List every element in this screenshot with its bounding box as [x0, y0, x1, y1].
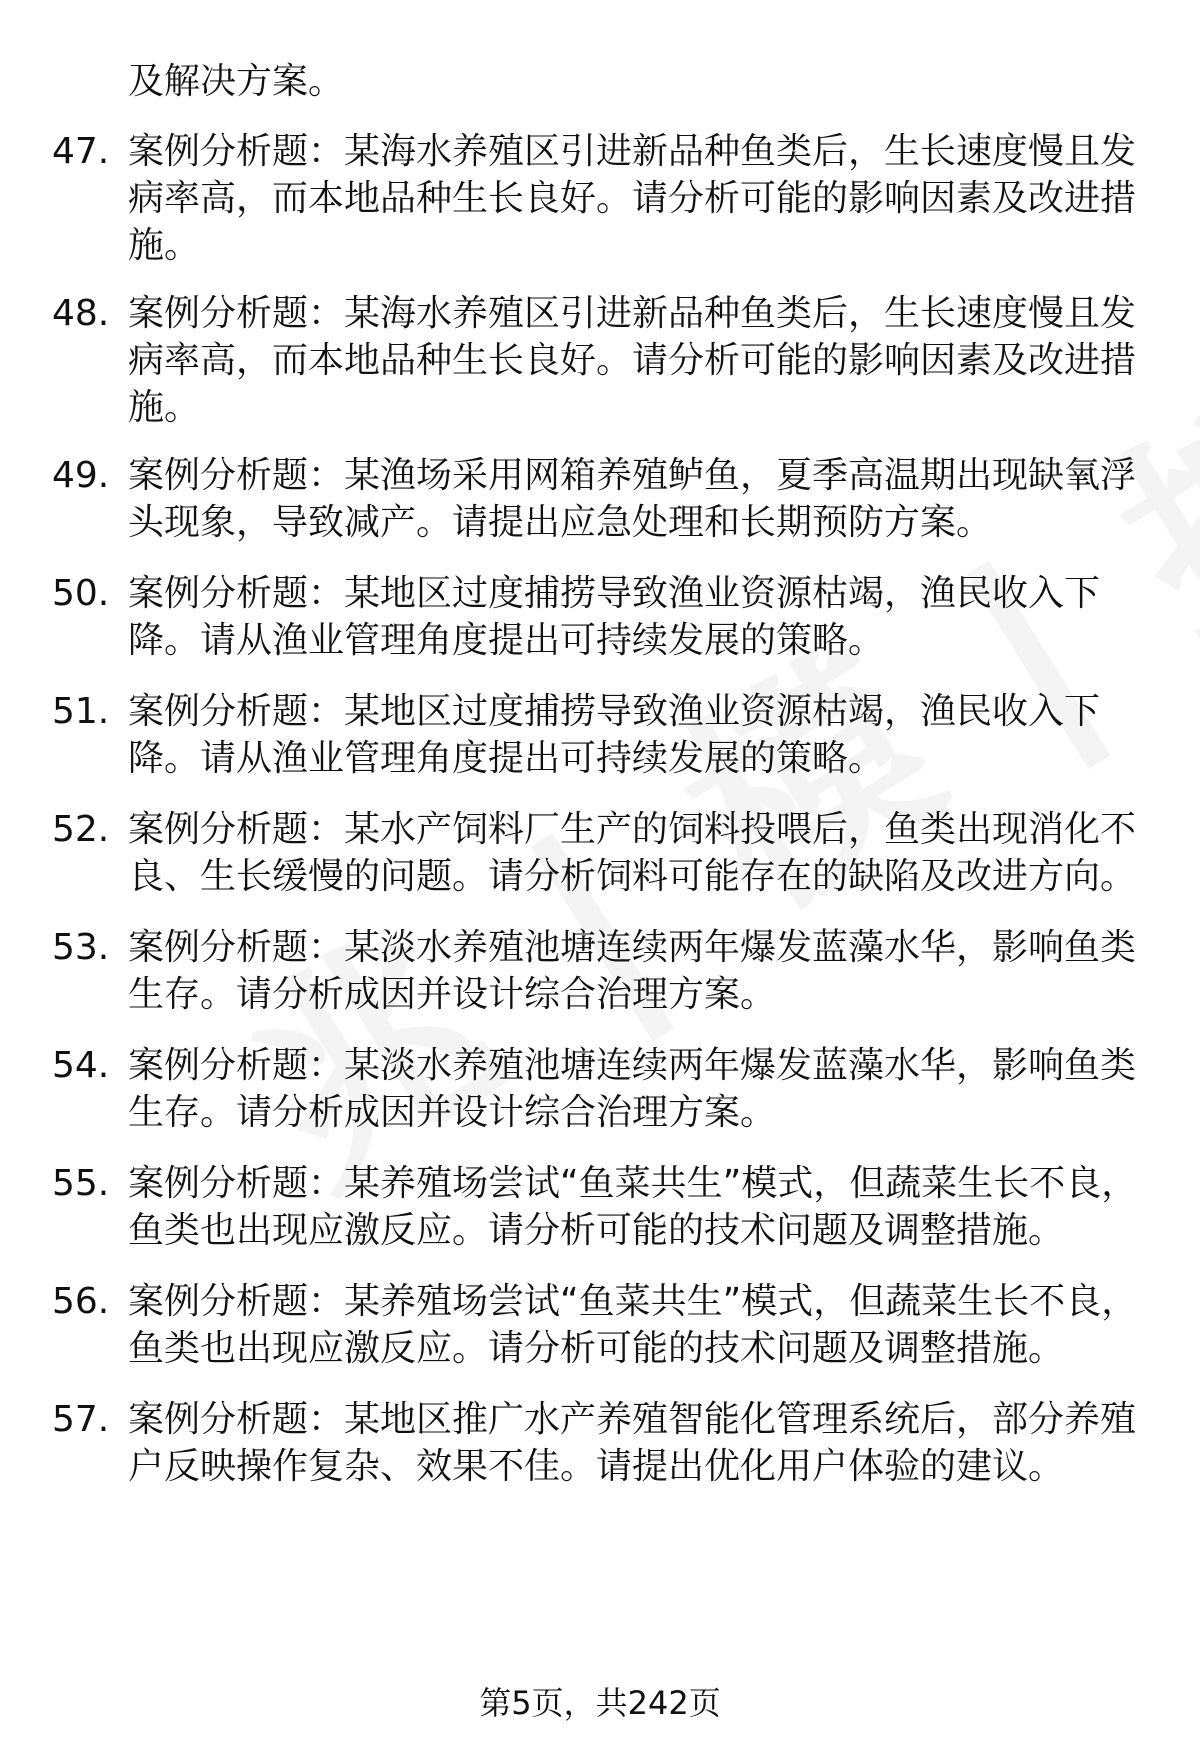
question-text: 案例分析题：某地区过度捕捞导致渔业资源枯竭，渔民收入下降。请从渔业管理角度提出可持续发展的策略。 — [128, 691, 1101, 779]
question-number: 48. — [52, 293, 110, 334]
question-number: 53. — [52, 927, 110, 968]
page-footer: 第5页，共242页 — [479, 1684, 721, 1722]
question-text: 案例分析题：某地区推广水产养殖智能化管理系统后，部分养殖户反映操作复杂、效果不佳。请提出优化用户体验的建议。 — [128, 1399, 1137, 1487]
question-item — [52, 452, 1138, 546]
question-item — [52, 1042, 1138, 1136]
question-text: 案例分析题：某淡水养殖池塘连续两年爆发蓝藻水华，影响鱼类生存。请分析成因并设计综合治理方案。 — [128, 927, 1137, 1015]
question-item — [52, 1160, 1138, 1254]
question-item — [52, 1278, 1138, 1372]
question-number: 56. — [52, 1281, 110, 1322]
question-number: 51. — [52, 691, 110, 732]
question-item — [52, 570, 1138, 664]
question-text: 案例分析题：某渔场采用网箱养殖鲈鱼，夏季高温期出现缺氧浮头现象，导致减产。请提出应急处理和长期预防方案。 — [128, 455, 1137, 543]
question-text: 案例分析题：某淡水养殖池塘连续两年爆发蓝藻水华，影响鱼类生存。请分析成因并设计综合治理方案。 — [128, 1045, 1137, 1133]
question-number: 54. — [52, 1045, 110, 1086]
question-item — [52, 128, 1138, 269]
question-item — [52, 806, 1138, 900]
question-text: 案例分析题：某海水养殖区引进新品种鱼类后，生长速度慢且发病率高，而本地品种生长良好。请分析可能的影响因素及改进措施。 — [128, 131, 1137, 266]
question-text: 案例分析题：某养殖场尝试“鱼菜共生”模式，但蔬菜生长不良，鱼类也出现应激反应。请分析可能的技术问题及调整措施。 — [128, 1163, 1138, 1251]
question-number: 52. — [52, 809, 110, 850]
question-item — [52, 1396, 1138, 1490]
question-number: 57. — [52, 1399, 110, 1440]
question-text: 案例分析题：某水产饲料厂生产的饲料投喂后，鱼类出现消化不良、生长缓慢的问题。请分析饲料可能存在的缺陷及改进方向。 — [128, 809, 1137, 897]
question-text: 案例分析题：某海水养殖区引进新品种鱼类后，生长速度慢且发病率高，而本地品种生长良好。请分析可能的影响因素及改进措施。 — [128, 293, 1137, 428]
question-number: 55. — [52, 1163, 110, 1204]
question-text: 案例分析题：某养殖场尝试“鱼菜共生”模式，但蔬菜生长不良，鱼类也出现应激反应。请分析可能的技术问题及调整措施。 — [128, 1281, 1138, 1369]
question-item — [52, 688, 1138, 782]
question-number: 47. — [52, 131, 110, 172]
question-number: 49. — [52, 455, 110, 496]
question-item — [52, 290, 1138, 431]
continuation-text: 及解决方案。 — [128, 61, 345, 102]
question-text: 案例分析题：某地区过度捕捞导致渔业资源枯竭，渔民收入下降。请从渔业管理角度提出可持续发展的策略。 — [128, 573, 1101, 661]
question-item — [52, 924, 1138, 1018]
question-number: 50. — [52, 573, 110, 614]
